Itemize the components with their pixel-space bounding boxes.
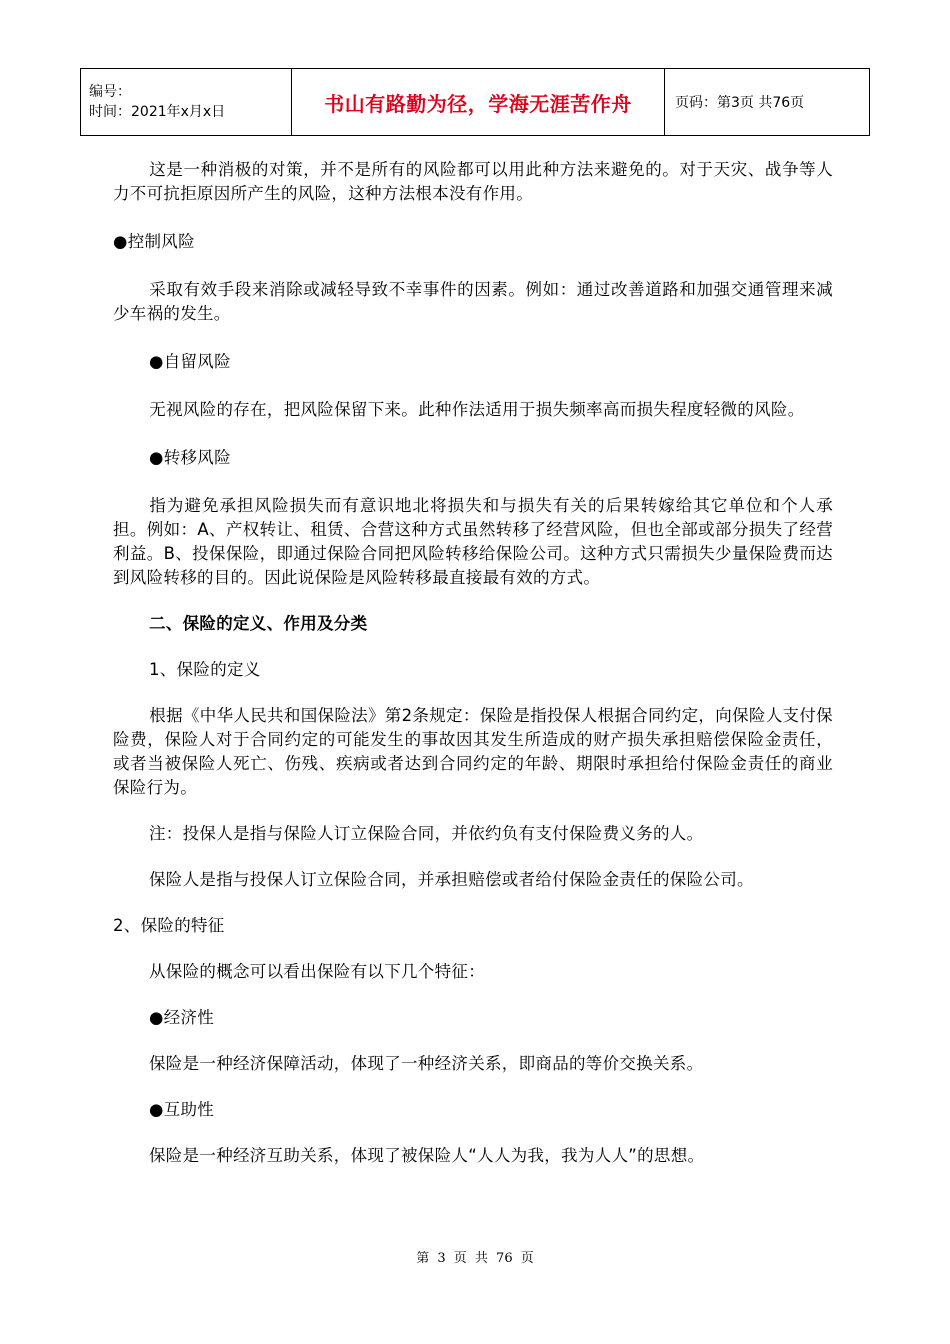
subsection-heading: 2、保险的特征	[113, 916, 225, 935]
header-motto-cell	[292, 69, 665, 136]
section-heading: 二、保险的定义、作用及分类	[149, 614, 368, 633]
document-header	[80, 68, 870, 136]
bullet-heading-mutual: ●互助性	[149, 1100, 215, 1119]
paragraph: 从保险的概念可以看出保险有以下几个特征：	[149, 962, 485, 981]
paragraph: 这是一种消极的对策，并不是所有的风险都可以用此种方法来避免的。对于天灾、战争等人力不可抗拒原因所产生的风险，这种方法根本没有作用。	[113, 160, 833, 203]
paragraph: 指为避免承担风险损失而有意识地北将损失和与损失有关的后果转嫁给其它单位和个人承担。例如：A、产权转让、租赁、合营这种方式虽然转移了经营风险，但也全部或部分损失了经营利益。B、投保保险，即通过保险合同把风险转移给保险公司。这种方式只需损失少量保险费而达到风险转移的目的。因此说保险是风险转移最直接最有效的方式。	[113, 496, 833, 587]
page-number-label: 页码：第3页 共76页	[665, 69, 870, 136]
paragraph: 保险是一种经济互助关系，体现了被保险人“人人为我，我为人人”的思想。	[149, 1146, 705, 1165]
motto-text: 书山有路勤为径，学海无涯苦作舟	[324, 91, 632, 116]
paragraph: 采取有效手段来消除或减轻导致不幸事件的因素。例如：通过改善道路和加强交通管理来减少车祸的发生。	[113, 280, 833, 323]
note-paragraph: 注：投保人是指与保险人订立保险合同，并依约负有支付保险费义务的人。	[149, 824, 704, 843]
header-meta-cell	[81, 69, 292, 136]
page-footer: 第 3 页 共 76 页	[416, 1251, 534, 1266]
subsection-heading: 1、保险的定义	[149, 660, 261, 679]
bullet-heading-transfer-risk: ●转移风险	[149, 448, 231, 467]
bullet-heading-retain-risk: ●自留风险	[149, 352, 231, 371]
document-body	[113, 158, 833, 1168]
paragraph: 保险是一种经济保障活动，体现了一种经济关系，即商品的等价交换关系。	[149, 1054, 704, 1073]
paragraph: 根据《中华人民共和国保险法》第2条规定：保险是指投保人根据合同约定，向保险人支付保险费，保险人对于合同约定的可能发生的事故因其发生所造成的财产损失承担赔偿保险金责任，或者当被保险人死亡、伤残、疾病或者达到合同约定的年龄、期限时承担给付保险金责任的商业保险行为。	[113, 706, 833, 797]
bullet-heading-economic: ●经济性	[149, 1008, 215, 1027]
bullet-heading-control-risk: ●控制风险	[113, 232, 195, 251]
paragraph: 无视风险的存在，把风险保留下来。此种作法适用于损失频率高而损失程度轻微的风险。	[149, 400, 805, 419]
date-label: 时间：2021年x月x日	[89, 104, 226, 120]
serial-number-label: 编号：	[89, 84, 131, 100]
paragraph: 保险人是指与投保人订立保险合同，并承担赔偿或者给付保险金责任的保险公司。	[149, 870, 754, 889]
